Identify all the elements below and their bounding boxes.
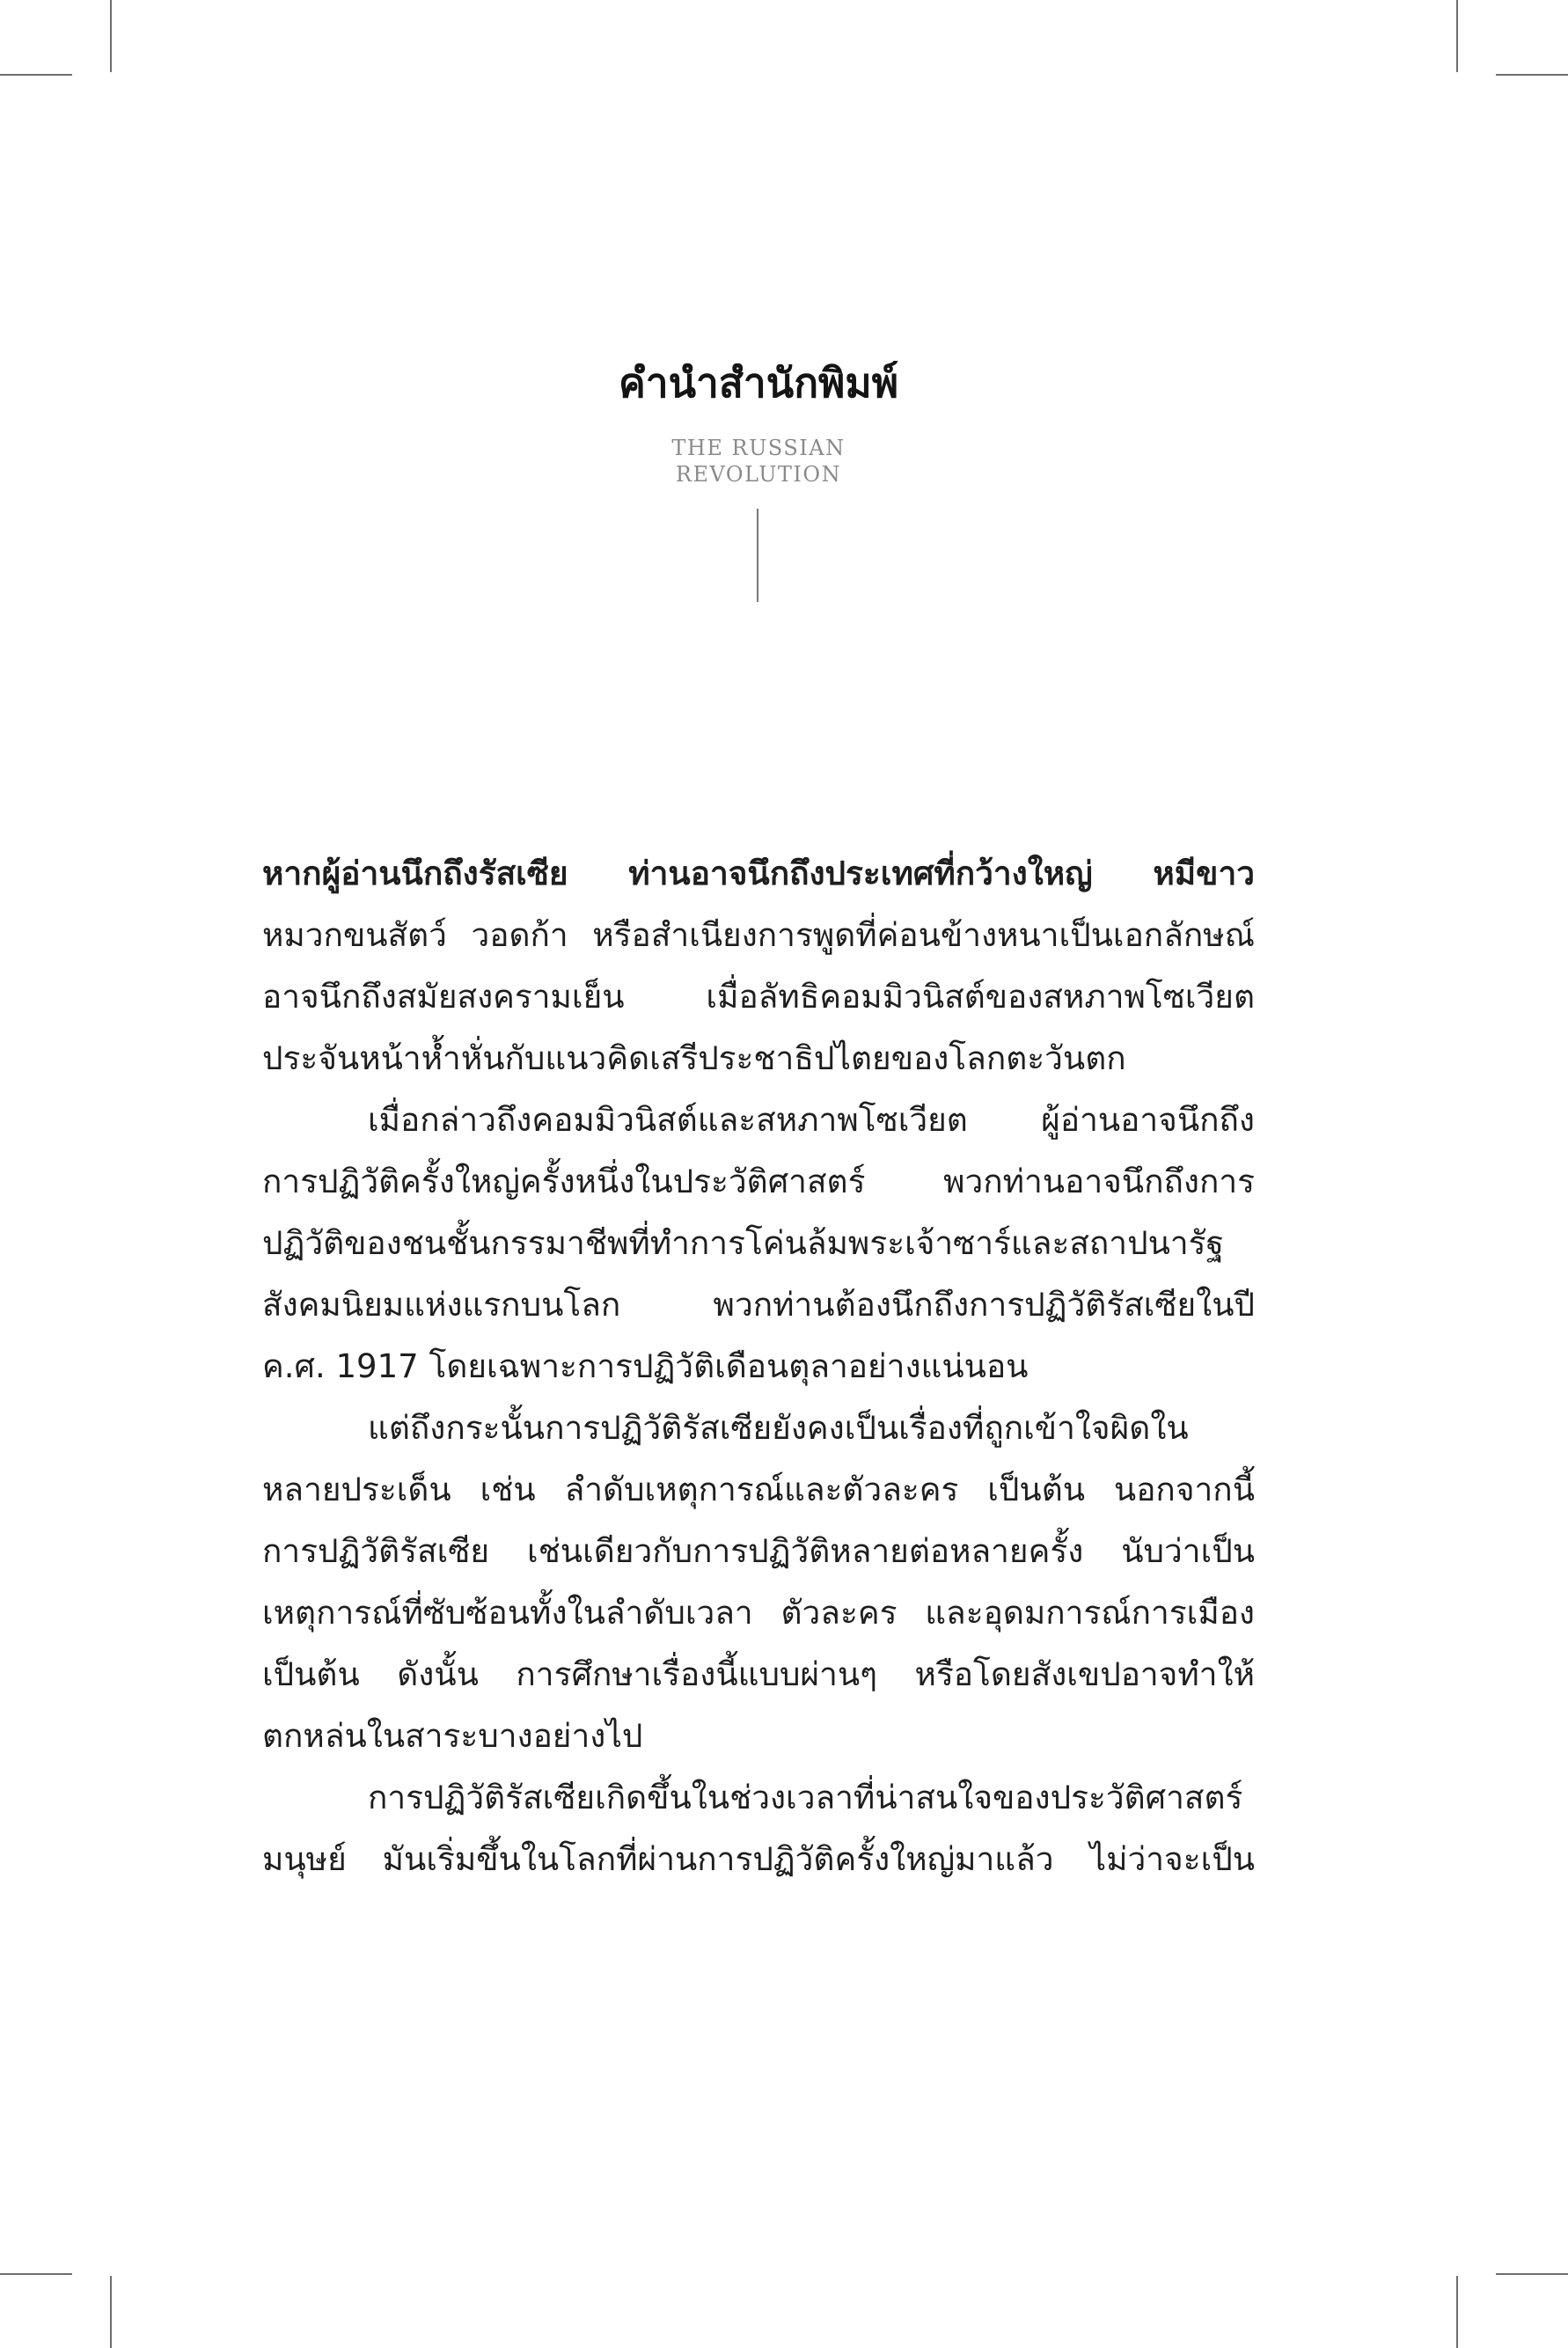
text-line: เป็นต้น ดังนั้น การศึกษาเรื่องนี้แบบผ่านๆ หรือโดยสังเขปอาจทำให้: [262, 1655, 1255, 1693]
crop-mark-bottom-right-h: [1496, 2273, 1568, 2275]
crop-mark-bottom-left-v: [110, 2276, 112, 2348]
text-line: การปฏิวัติรัสเซียเกิดขึ้นในช่วงเวลาที่น่าสนใจของประวัติศาสตร์: [368, 1779, 1243, 1816]
text-line: หมวกขนสัตว์ วอดก้า หรือสำเนียงการพูดที่ค่อนข้างหนาเป็นเอกลักษณ์: [262, 916, 1255, 954]
crop-mark-top-right-h: [1496, 74, 1568, 76]
text-line: เหตุการณ์ที่ซับซ้อนทั้งในลำดับเวลา ตัวละคร และอุดมการณ์การเมือง: [262, 1594, 1255, 1632]
subtitle-line-1: THE RUSSIAN: [671, 436, 846, 460]
text-line: มนุษย์ มันเริ่มขึ้นในโลกที่ผ่านการปฏิวัติครั้งใหญ่มาแล้ว ไม่ว่าจะเป็น: [262, 1840, 1255, 1878]
body-text: [262, 843, 1255, 1890]
page-title: คำนำสำนักพิมพ์: [618, 359, 899, 407]
text-line: อาจนึกถึงสมัยสงครามเย็น เมื่อลัทธิคอมมิวนิสต์ของสหภาพโซเวียต: [262, 978, 1255, 1016]
text-line: แต่ถึงกระนั้นการปฏิวัติรัสเซียยังคงเป็นเรื่องที่ถูกเข้าใจผิดใน: [368, 1409, 1189, 1447]
crop-mark-bottom-left-h: [0, 2273, 72, 2275]
text-line: ตกหล่นในสาระบางอย่างไป: [262, 1717, 643, 1755]
text-line: สังคมนิยมแห่งแรกบนโลก พวกท่านต้องนึกถึงการปฏิวัติรัสเซียในปี: [262, 1286, 1255, 1324]
text-line: ปฏิวัติของชนชั้นกรรมาชีพที่ทำการโค่นล้มพระเจ้าซาร์และสถาปนารัฐ: [262, 1224, 1224, 1262]
book-subtitle: [0, 435, 1517, 488]
text-line: หากผู้อ่านนึกถึงรัสเซีย ท่านอาจนึกถึงประเทศที่กว้างใหญ่ หมีขาว: [262, 855, 1255, 892]
text-line: หลายประเด็น เช่น ลำดับเหตุการณ์และตัวละคร เป็นต้น นอกจากนี้: [262, 1471, 1255, 1508]
subtitle-line-2: REVOLUTION: [675, 462, 842, 487]
text-line: ประจันหน้าห้ำหั่นกับแนวคิดเสรีประชาธิปไตยของโลกตะวันตก: [262, 1039, 1126, 1077]
text-line: เมื่อกล่าวถึงคอมมิวนิสต์และสหภาพโซเวียต ผู้อ่านอาจนึกถึง: [368, 1101, 1255, 1139]
crop-mark-top-left-h: [0, 74, 72, 76]
vertical-divider: [757, 509, 758, 602]
text-line: ค.ศ. 1917 โดยเฉพาะการปฏิวัติเดือนตุลาอย่างแน่นอน: [262, 1347, 1029, 1385]
text-line: การปฏิวัติรัสเซีย เช่นเดียวกับการปฏิวัติหลายต่อหลายครั้ง นับว่าเป็น: [262, 1532, 1255, 1570]
crop-mark-bottom-right-v: [1456, 2276, 1458, 2348]
crop-mark-top-right-v: [1456, 0, 1458, 72]
crop-mark-top-left-v: [110, 0, 112, 72]
text-line: การปฏิวัติครั้งใหญ่ครั้งหนึ่งในประวัติศาสตร์ พวกท่านอาจนึกถึงการ: [262, 1163, 1255, 1200]
